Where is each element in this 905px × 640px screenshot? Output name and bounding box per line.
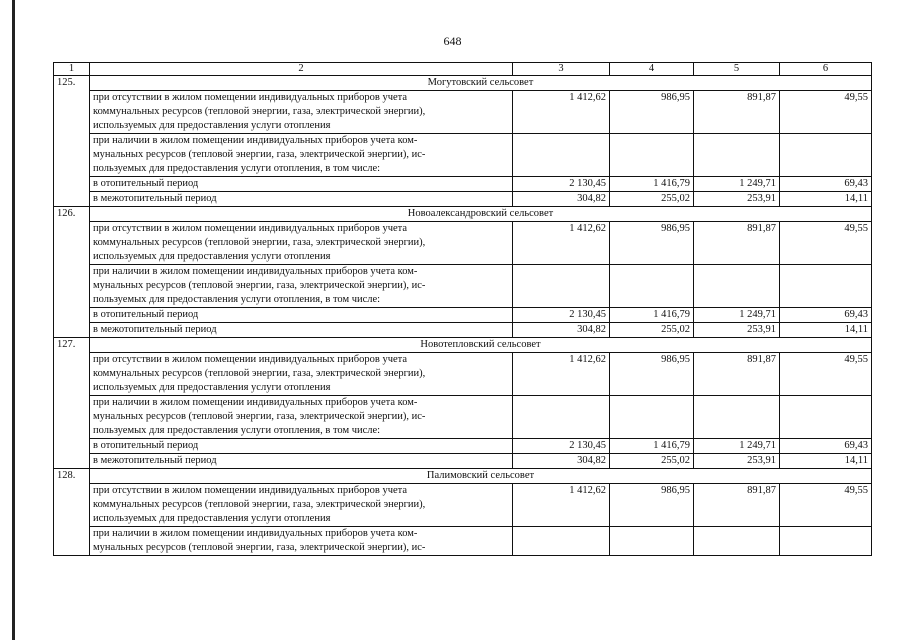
section-header-row <box>54 76 872 91</box>
value-v3 <box>513 134 610 177</box>
value-v5: 1 249,71 <box>694 177 780 192</box>
value-v3: 2 130,45 <box>513 308 610 323</box>
description-line: в отопительный период <box>93 309 199 320</box>
description-line: мунальных ресурсов (тепловой энергии, газа, электрической энергии), ис- <box>93 542 426 553</box>
description-line: при отсутствии в жилом помещении индивидуальных приборов учета <box>93 485 408 496</box>
row-description <box>90 353 513 396</box>
value-v6: 49,55 <box>780 222 872 265</box>
value-v5 <box>694 396 780 439</box>
section-title: Новотепловский сельсовет <box>90 338 872 353</box>
value-v5: 253,91 <box>694 454 780 469</box>
value-v5: 253,91 <box>694 192 780 207</box>
column-header: 4 <box>610 63 694 76</box>
description-line: используемых для предоставления услуги отопления <box>93 382 331 393</box>
column-header: 3 <box>513 63 610 76</box>
description-line: мунальных ресурсов (тепловой энергии, газа, электрической энергии), ис- <box>93 411 426 422</box>
description-line: в межотопительный период <box>93 455 217 466</box>
value-v6: 14,11 <box>780 192 872 207</box>
row-description <box>90 91 513 134</box>
section-number: 127. <box>54 338 90 469</box>
description-line: при наличии в жилом помещении индивидуальных приборов учета ком- <box>93 397 418 408</box>
description-line: в межотопительный период <box>93 324 217 335</box>
table-row <box>54 265 872 308</box>
value-v4: 1 416,79 <box>610 177 694 192</box>
row-description <box>90 454 513 469</box>
value-v4: 255,02 <box>610 192 694 207</box>
section-number: 126. <box>54 207 90 338</box>
value-v6: 69,43 <box>780 177 872 192</box>
section-header-row <box>54 338 872 353</box>
column-header: 2 <box>90 63 513 76</box>
row-description <box>90 308 513 323</box>
table-row <box>54 323 872 338</box>
description-line: коммунальных ресурсов (тепловой энергии, газа, электрической энергии), <box>93 237 426 248</box>
section-number: 128. <box>54 469 90 556</box>
description-line: при наличии в жилом помещении индивидуальных приборов учета ком- <box>93 266 418 277</box>
section-header-row <box>54 207 872 222</box>
section-number: 125. <box>54 76 90 207</box>
row-description <box>90 134 513 177</box>
value-v3 <box>513 265 610 308</box>
description-line: в отопительный период <box>93 440 199 451</box>
value-v3 <box>513 527 610 556</box>
value-v4: 986,95 <box>610 222 694 265</box>
value-v3 <box>513 396 610 439</box>
description-line: коммунальных ресурсов (тепловой энергии, газа, электрической энергии), <box>93 499 426 510</box>
row-description <box>90 439 513 454</box>
row-description <box>90 177 513 192</box>
value-v3: 2 130,45 <box>513 177 610 192</box>
value-v5: 1 249,71 <box>694 308 780 323</box>
row-description <box>90 323 513 338</box>
value-v3: 1 412,62 <box>513 91 610 134</box>
value-v4 <box>610 527 694 556</box>
table-row <box>54 177 872 192</box>
value-v3: 304,82 <box>513 323 610 338</box>
description-line: используемых для предоставления услуги отопления <box>93 251 331 262</box>
description-line: мунальных ресурсов (тепловой энергии, газа, электрической энергии), ис- <box>93 149 426 160</box>
description-line: коммунальных ресурсов (тепловой энергии, газа, электрической энергии), <box>93 106 426 117</box>
table-row <box>54 91 872 134</box>
row-description <box>90 192 513 207</box>
value-v3: 1 412,62 <box>513 222 610 265</box>
section-title: Новоалександровский сельсовет <box>90 207 872 222</box>
value-v3: 2 130,45 <box>513 439 610 454</box>
value-v6: 49,55 <box>780 484 872 527</box>
table-row <box>54 454 872 469</box>
value-v5 <box>694 265 780 308</box>
table-row <box>54 134 872 177</box>
description-line: при наличии в жилом помещении индивидуальных приборов учета ком- <box>93 135 418 146</box>
value-v5: 891,87 <box>694 353 780 396</box>
page-number: 648 <box>443 34 462 48</box>
value-v4: 255,02 <box>610 454 694 469</box>
row-description <box>90 265 513 308</box>
value-v5: 891,87 <box>694 222 780 265</box>
tariff-table <box>53 62 872 556</box>
table-row <box>54 484 872 527</box>
value-v5: 891,87 <box>694 91 780 134</box>
row-description <box>90 222 513 265</box>
value-v3: 304,82 <box>513 454 610 469</box>
description-line: мунальных ресурсов (тепловой энергии, газа, электрической энергии), ис- <box>93 280 426 291</box>
description-line: при отсутствии в жилом помещении индивидуальных приборов учета <box>93 92 408 103</box>
section-title: Могутовский сельсовет <box>90 76 872 91</box>
row-description <box>90 484 513 527</box>
description-line: при наличии в жилом помещении индивидуальных приборов учета ком- <box>93 528 418 539</box>
value-v5: 253,91 <box>694 323 780 338</box>
value-v3: 304,82 <box>513 192 610 207</box>
value-v6: 14,11 <box>780 323 872 338</box>
value-v5: 1 249,71 <box>694 439 780 454</box>
table-row <box>54 527 872 556</box>
table-row <box>54 396 872 439</box>
value-v6: 69,43 <box>780 439 872 454</box>
value-v6 <box>780 134 872 177</box>
description-line: в отопительный период <box>93 178 199 189</box>
row-description <box>90 527 513 556</box>
table-body <box>54 76 872 556</box>
table-row <box>54 308 872 323</box>
table-row <box>54 192 872 207</box>
value-v6: 49,55 <box>780 353 872 396</box>
value-v6 <box>780 396 872 439</box>
value-v4: 1 416,79 <box>610 308 694 323</box>
value-v4 <box>610 396 694 439</box>
description-line: пользуемых для предоставления услуги отопления, в том числе: <box>93 425 381 436</box>
column-header: 6 <box>780 63 872 76</box>
value-v6: 69,43 <box>780 308 872 323</box>
table-row <box>54 353 872 396</box>
column-header: 5 <box>694 63 780 76</box>
value-v5 <box>694 134 780 177</box>
description-line: используемых для предоставления услуги отопления <box>93 120 331 131</box>
description-line: используемых для предоставления услуги отопления <box>93 513 331 524</box>
row-description <box>90 396 513 439</box>
value-v4: 1 416,79 <box>610 439 694 454</box>
description-line: пользуемых для предоставления услуги отопления, в том числе: <box>93 163 381 174</box>
description-line: при отсутствии в жилом помещении индивидуальных приборов учета <box>93 354 408 365</box>
table-row <box>54 222 872 265</box>
value-v5: 891,87 <box>694 484 780 527</box>
section-title: Палимовский сельсовет <box>90 469 872 484</box>
value-v6: 49,55 <box>780 91 872 134</box>
column-header: 1 <box>54 63 90 76</box>
value-v4 <box>610 265 694 308</box>
value-v6 <box>780 527 872 556</box>
description-line: при отсутствии в жилом помещении индивидуальных приборов учета <box>93 223 408 234</box>
section-header-row <box>54 469 872 484</box>
column-number-row <box>54 63 872 76</box>
value-v4 <box>610 134 694 177</box>
value-v4: 986,95 <box>610 484 694 527</box>
description-line: коммунальных ресурсов (тепловой энергии, газа, электрической энергии), <box>93 368 426 379</box>
value-v6 <box>780 265 872 308</box>
value-v3: 1 412,62 <box>513 353 610 396</box>
scan-edge-bar <box>12 0 15 640</box>
value-v4: 986,95 <box>610 353 694 396</box>
table-row <box>54 439 872 454</box>
value-v5 <box>694 527 780 556</box>
value-v4: 986,95 <box>610 91 694 134</box>
value-v3: 1 412,62 <box>513 484 610 527</box>
description-line: пользуемых для предоставления услуги отопления, в том числе: <box>93 294 381 305</box>
value-v4: 255,02 <box>610 323 694 338</box>
value-v6: 14,11 <box>780 454 872 469</box>
description-line: в межотопительный период <box>93 193 217 204</box>
